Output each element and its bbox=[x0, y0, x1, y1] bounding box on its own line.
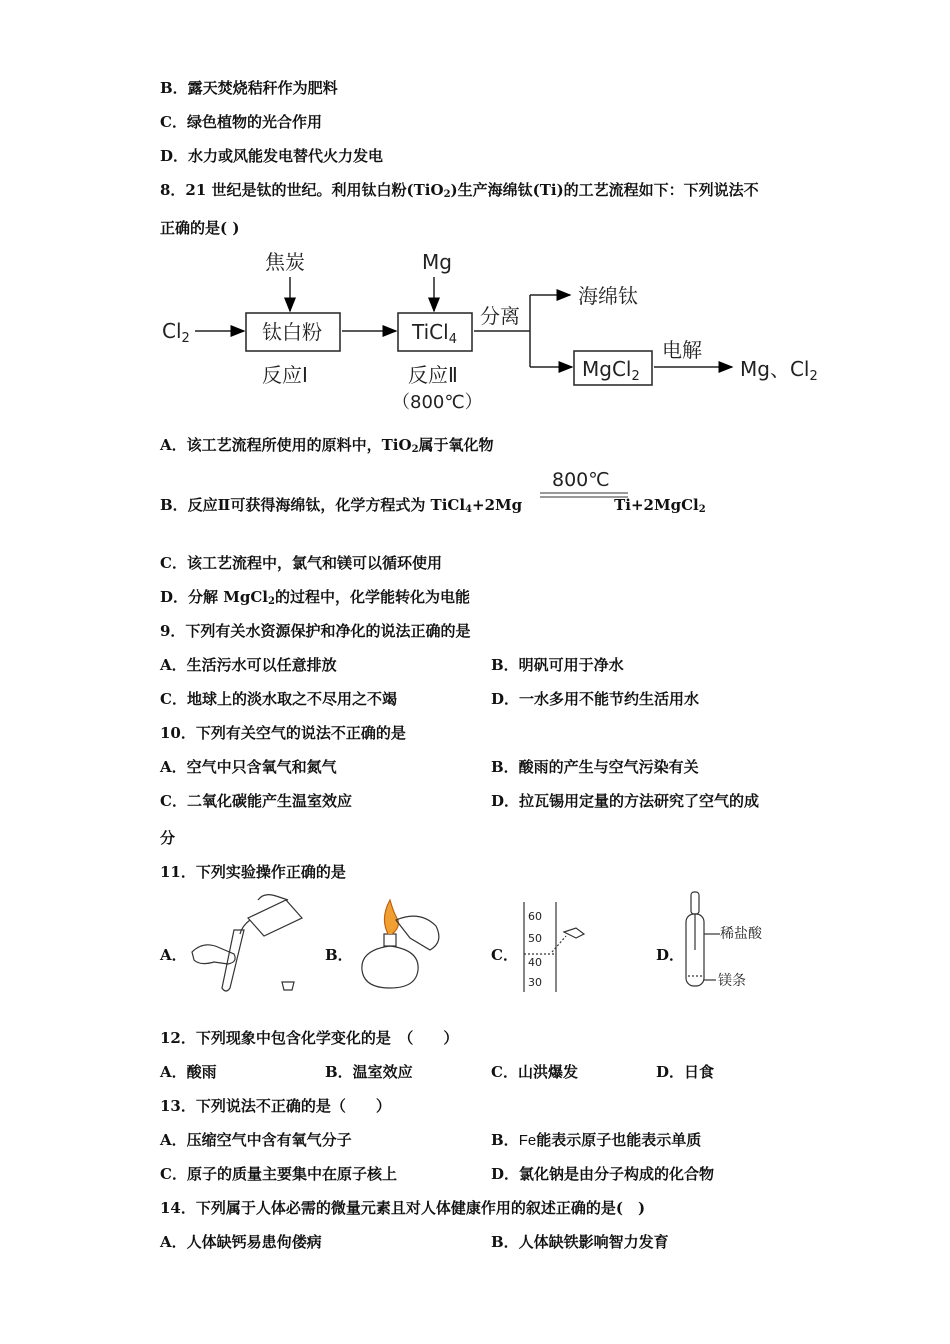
q11-label-c: C． bbox=[491, 946, 518, 964]
q10-option-b: B．酸雨的产生与空气污染有关 bbox=[491, 758, 699, 776]
reaction2-label: 反应Ⅱ bbox=[408, 363, 458, 387]
beaker-icon bbox=[248, 900, 302, 936]
electrolysis-label: 电解 bbox=[662, 338, 702, 362]
q9-option-b: B．明矾可用于净水 bbox=[491, 656, 624, 674]
q7-option-b: B．露天焚烧秸秆作为肥料 bbox=[160, 79, 338, 97]
cl2-label: $Cl_2$ bbox=[162, 319, 190, 346]
sight-line bbox=[552, 936, 566, 952]
pouring-liquid-illustration bbox=[190, 890, 310, 995]
flow-diagram-svg bbox=[150, 245, 830, 420]
q12-option-d: D．日食 bbox=[656, 1063, 715, 1081]
titanium-white-label: 钛白粉 bbox=[262, 320, 322, 344]
ti-process-flow-diagram bbox=[150, 245, 830, 420]
reaction2-temp-label: （800℃） bbox=[392, 392, 483, 413]
q13-option-d: D．氯化钠是由分子构成的化合物 bbox=[491, 1165, 715, 1183]
cylinder-mark-50: 50 bbox=[528, 932, 542, 945]
magnesium-ribbon-label: 镁条 bbox=[718, 973, 746, 989]
q11-label-b: B． bbox=[325, 946, 353, 964]
pouring-hand-icon bbox=[258, 895, 288, 900]
separate-label: 分离 bbox=[480, 304, 520, 328]
q10-option-d: D．拉瓦锡用定量的方法研究了空气的成 bbox=[491, 792, 760, 810]
q10-stem: 10．下列有关空气的说法不正确的是 bbox=[160, 724, 406, 742]
q9-option-a: A．生活污水可以任意排放 bbox=[160, 656, 337, 674]
flame-icon bbox=[384, 900, 398, 934]
q10-option-d-continued: 分 bbox=[160, 829, 176, 847]
reaction1-label: 反应Ⅰ bbox=[262, 363, 308, 387]
q10-option-a: A．空气中只含氧气和氮气 bbox=[160, 758, 337, 776]
dropper-bulb-icon bbox=[691, 892, 699, 914]
q13-option-c: C．原子的质量主要集中在原子核上 bbox=[160, 1165, 397, 1183]
q9-stem: 9．下列有关水资源保护和净化的说法正确的是 bbox=[160, 622, 471, 640]
q14-option-b: B．人体缺铁影响智力发育 bbox=[491, 1233, 669, 1251]
q7-option-d: D．水力或风能发电替代火力发电 bbox=[160, 147, 384, 165]
cylinder-mark-60: 60 bbox=[528, 910, 542, 923]
alcohol-lamp-icon bbox=[362, 946, 418, 988]
q11-label-a: A． bbox=[160, 946, 187, 964]
q10-option-c: C．二氧化碳能产生温室效应 bbox=[160, 792, 352, 810]
reaction-condition-temp: 800℃ bbox=[552, 469, 610, 491]
q12-option-b: B．温室效应 bbox=[325, 1063, 413, 1081]
products-label: Mg、$Cl_2$ bbox=[740, 357, 818, 384]
q13-option-a: A．压缩空气中含有氧气分子 bbox=[160, 1131, 352, 1149]
pour-stream bbox=[240, 920, 250, 934]
q8-option-a: A．该工艺流程所使用的原料中，TiO$_2$属于氧化物 bbox=[160, 436, 494, 455]
sponge-ti-label: 海绵钛 bbox=[578, 284, 638, 308]
dilute-hcl-label: 稀盐酸 bbox=[720, 926, 762, 942]
cylinder-mark-30: 30 bbox=[528, 976, 542, 989]
stopper-icon bbox=[282, 982, 294, 990]
q12-option-a: A．酸雨 bbox=[160, 1063, 217, 1081]
test-tube-icon bbox=[222, 930, 244, 991]
mgcl2-label: MgCl$_2$ bbox=[582, 357, 640, 384]
lighting-lamp-icon bbox=[396, 916, 439, 950]
q12-option-c: C．山洪爆发 bbox=[491, 1063, 578, 1081]
eye-icon bbox=[564, 928, 584, 938]
q9-option-d: D．一水多用不能节约生活用水 bbox=[491, 690, 700, 708]
reaction-condition bbox=[538, 466, 630, 500]
q11-stem: 11．下列实验操作正确的是 bbox=[160, 863, 346, 881]
q14-option-a: A．人体缺钙易患佝偻病 bbox=[160, 1233, 322, 1251]
test-tube-dropper-illustration bbox=[680, 890, 790, 995]
coke-label: 焦炭 bbox=[265, 250, 305, 274]
q9-option-c: C．地球上的淡水取之不尽用之不竭 bbox=[160, 690, 397, 708]
ticl4-label: TiCl$_4$ bbox=[412, 320, 457, 347]
q14-stem: 14．下列属于人体必需的微量元素且对人体健康作用的叙述正确的是( ) bbox=[160, 1199, 646, 1217]
q12-stem: 12．下列现象中包含化学变化的是 （ ） bbox=[160, 1029, 459, 1047]
cylinder-mark-40: 40 bbox=[528, 956, 542, 969]
mg-label: Mg bbox=[422, 250, 452, 274]
q7-option-c: C．绿色植物的光合作用 bbox=[160, 113, 322, 131]
q8-stem-line2: 正确的是( ) bbox=[160, 219, 240, 237]
q13-stem: 13．下列说法不正确的是（ ） bbox=[160, 1097, 391, 1115]
q8-stem-line1: 8．21 世纪是钛的世纪。利用钛白粉(TiO$_2$)生产海绵钛(Ti)的工艺流程如下：下列说法不 bbox=[160, 181, 759, 200]
q8-option-d: D．分解 MgCl$_2$的过程中，化学能转化为电能 bbox=[160, 588, 470, 607]
q8-option-b: B．反应Ⅱ可获得海绵钛，化学方程式为 TiCl$_4$+2Mg Ti+2MgCl$_2$ bbox=[160, 496, 706, 515]
q11-label-d: D． bbox=[656, 946, 685, 964]
q13-option-b: B．Fe能表示原子也能表示单质 bbox=[491, 1131, 702, 1149]
lamp-neck bbox=[384, 934, 396, 946]
measuring-cylinder-illustration bbox=[520, 898, 600, 998]
q8-option-c: C．该工艺流程中，氯气和镁可以循环使用 bbox=[160, 554, 442, 572]
alcohol-lamp-illustration bbox=[350, 890, 450, 995]
